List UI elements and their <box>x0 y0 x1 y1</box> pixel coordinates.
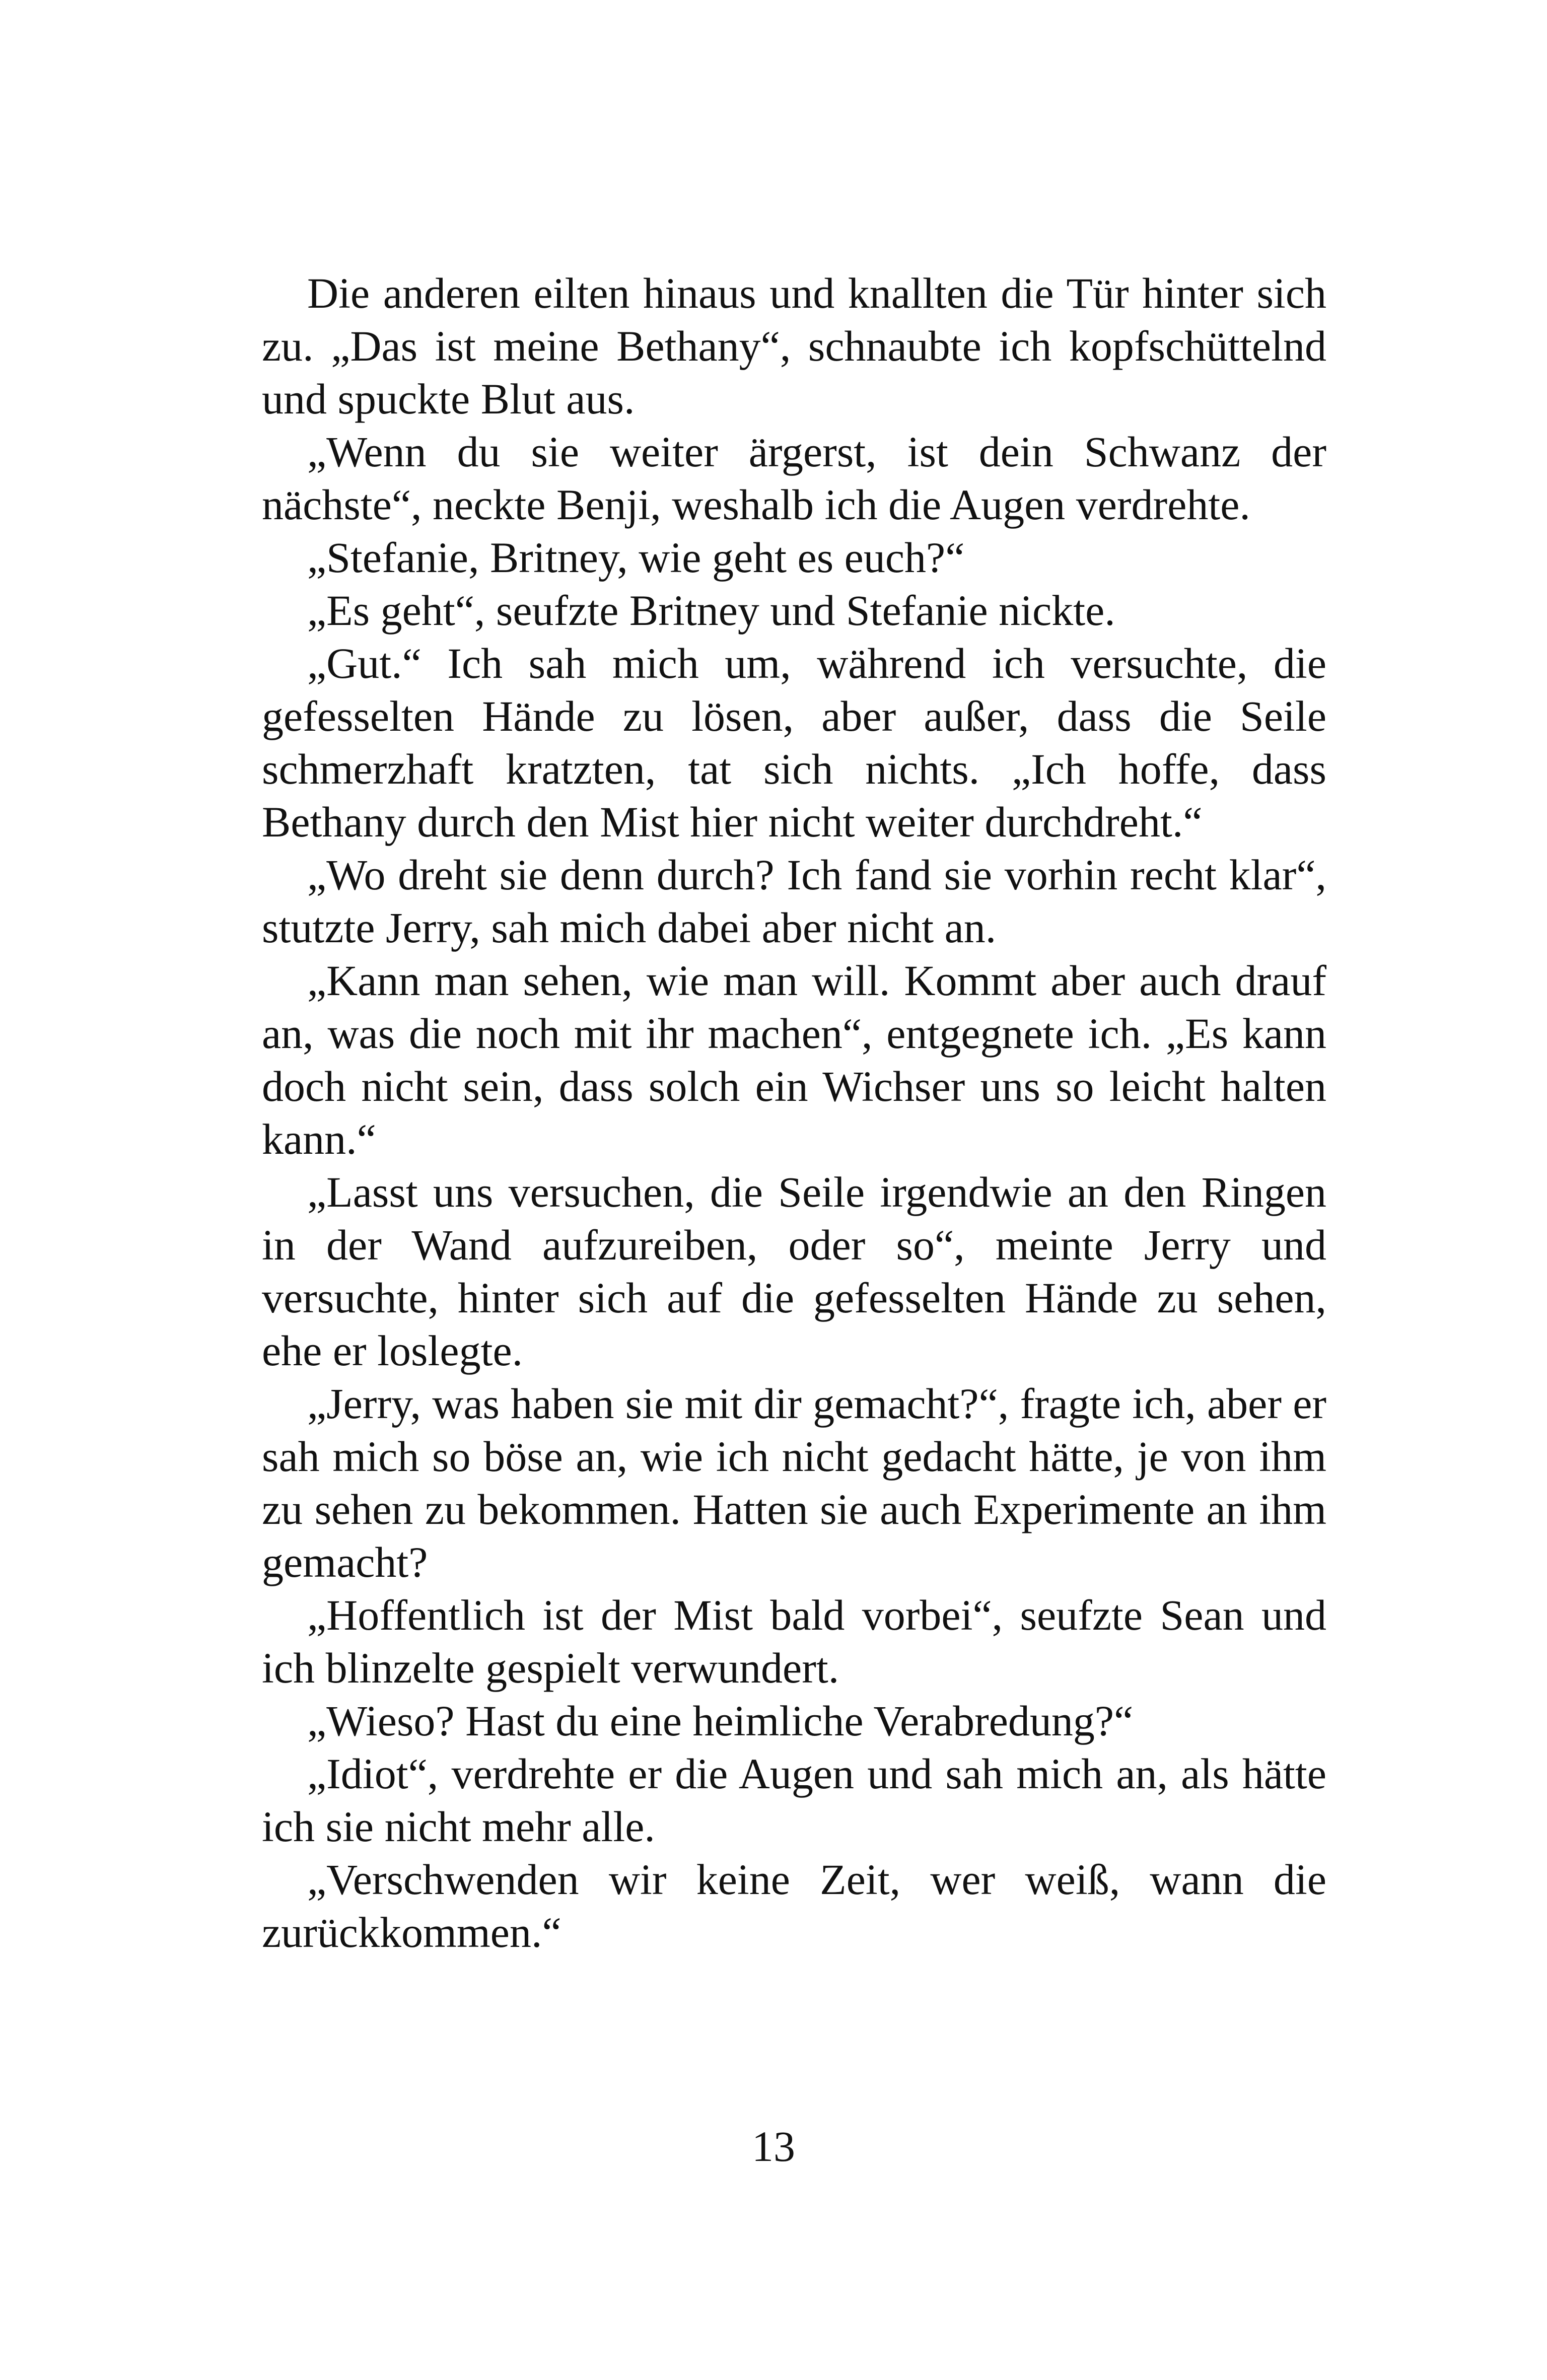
paragraph: „Wo dreht sie denn durch? Ich fand sie vorhin recht klar“, stutzte Jerry, sah mich dabei aber nicht an. <box>262 851 1326 952</box>
paragraph: „Gut.“ Ich sah mich um, während ich versuchte, die gefesselten Hände zu lösen, aber außer, dass die Seile schmerzhaft kratzten, tat sich nichts. „Ich hoffe, dass Bethany durch den Mist hier nicht weiter durchdreht.“ <box>262 639 1326 846</box>
body-text <box>262 267 1326 1959</box>
paragraph: „Wenn du sie weiter ärgerst, ist dein Schwanz der nächste“, neckte Benji, weshalb ich die Augen verdrehte. <box>262 428 1326 529</box>
paragraph: „Hoffentlich ist der Mist bald vorbei“, seufzte Sean und ich blinzelte gespielt verwundert. <box>262 1591 1326 1692</box>
paragraph: „Wieso? Hast du eine heimliche Verabredung?“ <box>307 1697 1134 1745</box>
paragraph: „Jerry, was haben sie mit dir gemacht?“, fragte ich, aber er sah mich so böse an, wie ich nicht gedacht hätte, je von ihm zu sehen zu bekommen. Hatten sie auch Experimente an ihm gemacht? <box>262 1379 1326 1586</box>
page-number: 13 <box>752 2122 795 2171</box>
paragraph: „Verschwenden wir keine Zeit, wer weiß, wann die zurückkommen.“ <box>262 1855 1326 1956</box>
paragraph: „Kann man sehen, wie man will. Kommt aber auch drauf an, was die noch mit ihr machen“, entgegnete ich. „Es kann doch nicht sein, dass solch ein Wichser uns so leicht halten kann.“ <box>262 956 1326 1163</box>
paragraph: Die anderen eilten hinaus und knallten die Tür hinter sich zu. „Das ist meine Bethany“, schnaubte ich kopfschüttelnd und spuckte Blut aus. <box>262 269 1326 423</box>
paragraph: „Idiot“, verdrehte er die Augen und sah mich an, als hätte ich sie nicht mehr alle. <box>262 1749 1326 1851</box>
paragraph: „Es geht“, seufzte Britney und Stefanie nickte. <box>307 586 1115 635</box>
paragraph: „Stefanie, Britney, wie geht es euch?“ <box>307 533 965 582</box>
paragraph: „Lasst uns versuchen, die Seile irgendwie an den Ringen in der Wand aufzureiben, oder so“, meinte Jerry und versuchte, hinter sich auf die gefesselten Hände zu sehen, ehe er loslegte. <box>262 1168 1326 1375</box>
